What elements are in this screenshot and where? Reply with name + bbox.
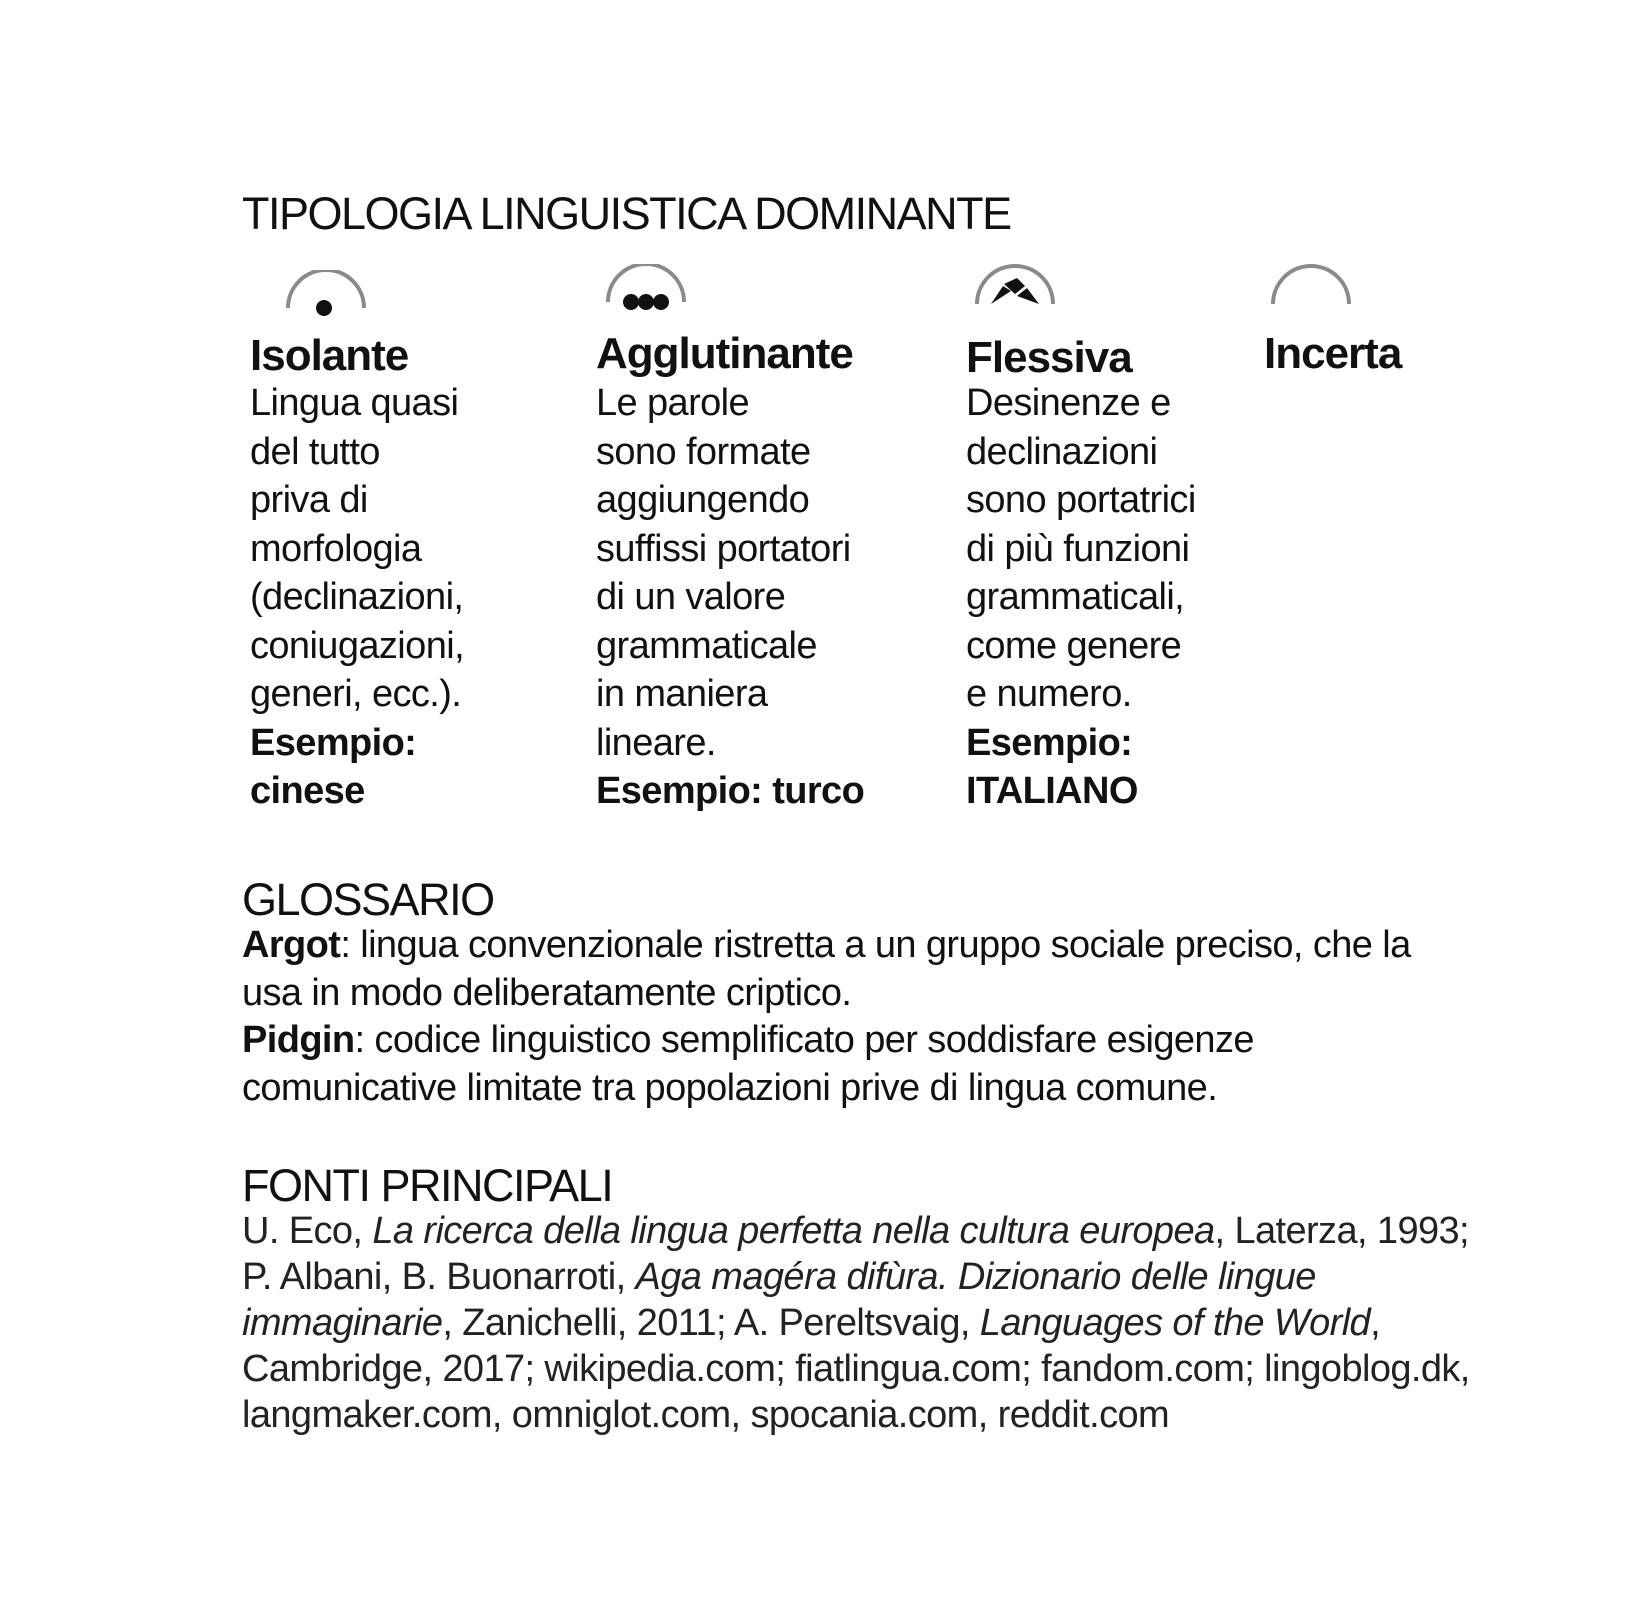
sources-book-title: Aga magéra difùra. Dizionario delle lingue immaginarie xyxy=(242,1256,1316,1344)
type-description-text: Desinenze e declinazioni sono portatrici di più funzioni grammaticali, come genere e numero. xyxy=(966,382,1196,715)
type-example: Esempio: turco xyxy=(596,770,865,812)
glossary-term: Argot xyxy=(242,924,341,966)
arc-single-dot-icon xyxy=(284,270,368,318)
type-description-text: Lingua quasi del tutto priva di morfologia (declinazioni, coniugazioni, generi, ecc.). xyxy=(250,382,465,715)
section-title-tipologia: TIPOLOGIA LINGUISTICA DOMINANTE xyxy=(242,188,1011,239)
glossary-term: Pidgin xyxy=(242,1019,355,1061)
section-title-glossario: GLOSSARIO xyxy=(242,874,494,925)
glossary-entry-pidgin xyxy=(242,1017,1442,1112)
type-example: Esempio: ITALIANO xyxy=(966,721,1138,812)
sources-book-title: La ricerca della lingua perfetta nella cultura europea xyxy=(372,1210,1215,1252)
type-name: Isolante xyxy=(250,331,409,380)
sources-part: U. Eco, xyxy=(242,1210,373,1252)
type-name: Flessiva xyxy=(966,333,1132,382)
type-name: Incerta xyxy=(1264,329,1402,378)
sources-text xyxy=(242,1208,1482,1438)
sources-part: , Laterza, 1993; P. Albani, B. Buonarroti, xyxy=(242,1210,1470,1298)
type-example: Esempio: cinese xyxy=(250,721,417,812)
type-name: Agglutinante xyxy=(596,329,853,378)
arc-fused-shape-icon xyxy=(973,264,1057,312)
glossary-entry-argot xyxy=(242,922,1442,1017)
type-description xyxy=(966,379,1296,816)
arc-empty-icon xyxy=(1269,264,1353,312)
glossary-definition: : codice linguistico semplificato per soddisfare esigenze comunicative limitate tra popolazioni prive di lingua comune. xyxy=(242,1019,1254,1109)
type-description xyxy=(596,379,926,816)
sources-part: , Cambridge, 2017; wikipedia.com; fiatlingua.com; fandom.com; lingoblog.dk, langmaker.com, omniglot.com, spocania.com, reddit.com xyxy=(242,1302,1470,1436)
sources-book-title: Languages of the World xyxy=(979,1302,1371,1344)
arc-three-dots-icon xyxy=(604,264,688,312)
type-description-text: Le parole sono formate aggiungendo suffissi portatori di un valore grammaticale in maniera lineare. xyxy=(596,382,851,764)
glossary-definition: : lingua convenzionale ristretta a un gruppo sociale preciso, che la usa in modo deliberatamente criptico. xyxy=(242,924,1411,1014)
sources-part: , Zanichelli, 2011; A. Pereltsvaig, xyxy=(442,1302,980,1344)
type-description xyxy=(250,379,580,816)
section-title-fonti: FONTI PRINCIPALI xyxy=(242,1160,613,1211)
